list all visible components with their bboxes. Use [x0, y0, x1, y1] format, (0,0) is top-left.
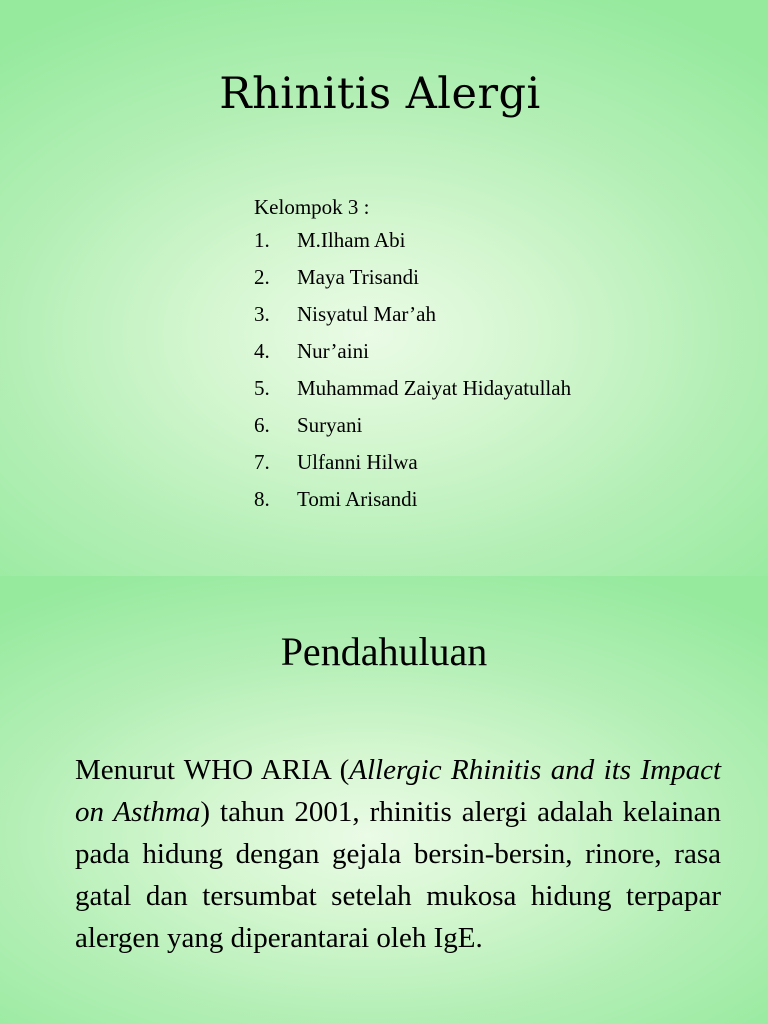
- member-number: 6.: [254, 413, 270, 437]
- member-name: Maya Trisandi: [297, 265, 419, 289]
- member-item: [254, 407, 571, 444]
- member-number: 4.: [254, 339, 270, 363]
- member-item: [254, 296, 571, 333]
- member-list-block: [254, 192, 571, 518]
- member-name: Tomi Arisandi: [297, 487, 418, 511]
- paragraph-italic-1: Allergic Rhinitis and its: [349, 754, 632, 786]
- member-item: [254, 222, 571, 259]
- member-name: M.Ilham Abi: [297, 228, 406, 252]
- member-list: [254, 222, 571, 518]
- member-item: [254, 481, 571, 518]
- slide-intro: [0, 576, 768, 1024]
- member-number: 1.: [254, 228, 270, 252]
- group-heading: Kelompok 3 :: [254, 195, 370, 219]
- member-number: 3.: [254, 302, 270, 326]
- member-name: Ulfanni Hilwa: [297, 450, 418, 474]
- member-name: Muhammad Zaiyat Hidayatullah: [297, 376, 572, 400]
- member-number: 2.: [254, 265, 270, 289]
- member-name: Suryani: [297, 413, 363, 437]
- member-item: [254, 259, 571, 296]
- intro-paragraph: [75, 749, 721, 959]
- member-item: [254, 333, 571, 370]
- paragraph-text-rest: ) tahun 2001, rhinitis alergi adalah kelainan pada hidung dengan gejala bersin-bersin, rinore, rasa gatal dan tersumbat setelah mukosa hidung terpapar alergen yang diperantarai oleh IgE.: [75, 796, 721, 954]
- member-number: 5.: [254, 376, 270, 400]
- slide-title-heading: Rhinitis Alergi: [219, 69, 541, 119]
- paragraph-italic-2: Impact on Asthma: [75, 754, 722, 828]
- slide-intro-heading: Pendahuluan: [280, 629, 488, 674]
- member-name: Nur’aini: [297, 339, 369, 363]
- member-item: [254, 444, 571, 481]
- member-item: [254, 370, 571, 407]
- paragraph-text-intro: Menurut WHO ARIA (: [75, 754, 350, 786]
- member-name: Nisyatul Mar’ah: [297, 302, 436, 326]
- member-number: 7.: [254, 450, 270, 474]
- member-number: 8.: [254, 487, 270, 511]
